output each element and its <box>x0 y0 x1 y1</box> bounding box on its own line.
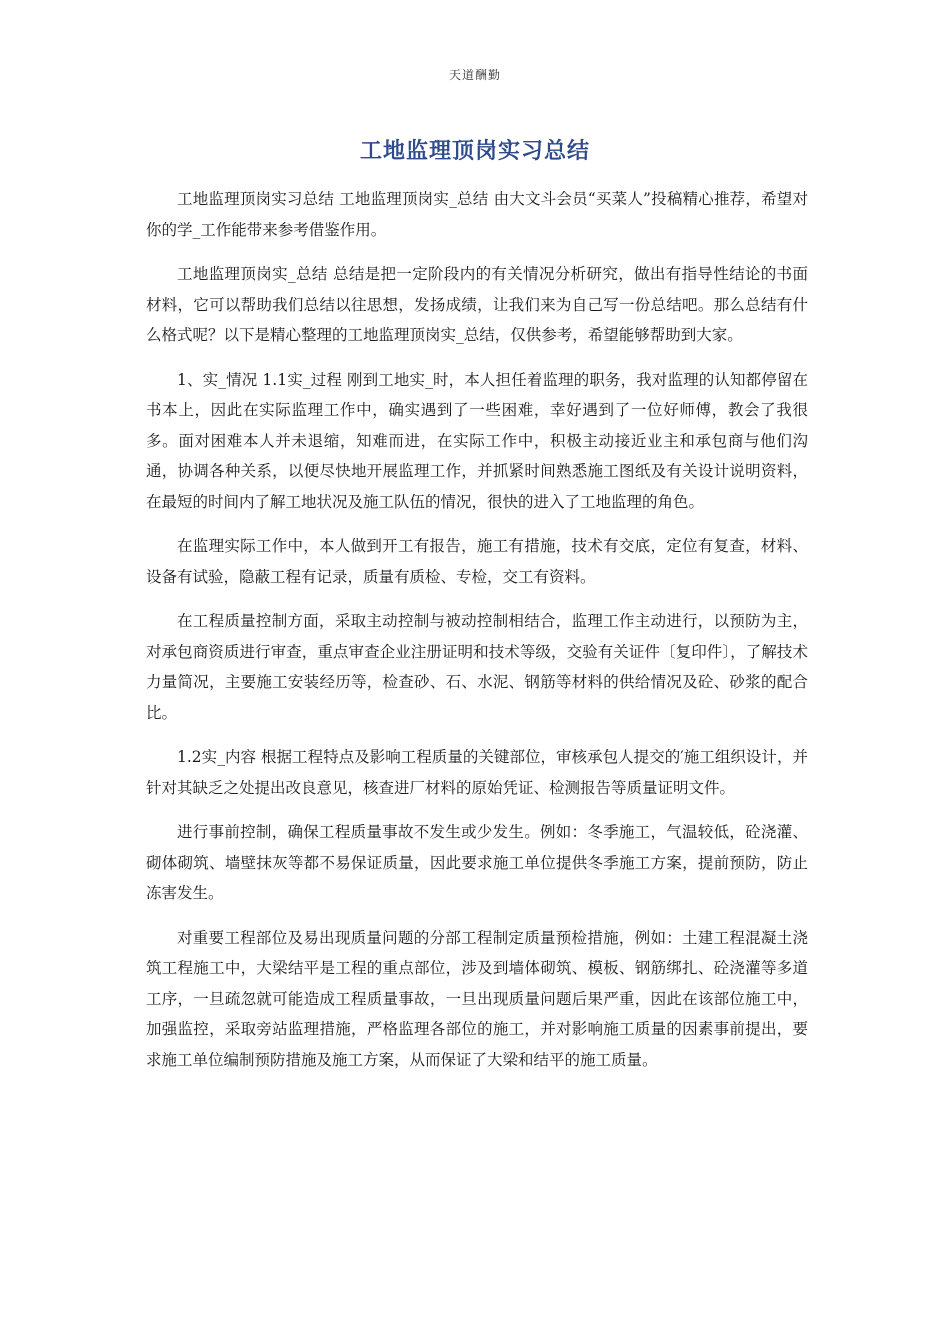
paragraph-supervision-practice: 在监理实际工作中，本人做到开工有报告，施工有措施，技术有交底，定位有复查，材料、设备有试验，隐蔽工程有记录，质量有质检、专检，交工有资料。 <box>146 537 808 586</box>
paragraph-prior-control: 进行事前控制，确保工程质量事故不发生或少发生。例如：冬季施工，气温较低，砼浇灌、砌体砌筑、墙壁抹灰等都不易保证质量，因此要求施工单位提供冬季施工方案，提前预防，防止冻害发生。 <box>146 823 808 902</box>
paragraph-quality-control: 在工程质量控制方面，采取主动控制与被动控制相结合，监理工作主动进行，以预防为主，对承包商资质进行审查，重点审查企业注册证明和技术等级，交验有关证件〔复印件〕，了解技术力量简况，主要施工安装经历等，检查砂、石、水泥、钢筋等材料的供给情况及砼、砂浆的配合比。 <box>146 612 808 722</box>
paragraph-internship-process: 1、实_情况 1.1实_过程 刚到工地实_时，本人担任着监理的职务，我对监理的认知都停留在书本上，因此在实际监理工作中，确实遇到了一些困难，幸好遇到了一位好师傅，教会了我很多。面对困难本人并未退缩，知难而进，在实际工作中，积极主动接近业主和承包商与他们沟通，协调各种关系，以便尽快地开展监理工作，并抓紧时间熟悉施工图纸及有关设计说明资料，在最短的时间内了解工地状况及施工队伍的情况，很快的进入了工地监理的角色。 <box>146 370 808 511</box>
page-header: 天道酬勤 <box>448 68 501 82</box>
document-body <box>146 184 808 1089</box>
paragraph-intro: 工地监理顶岗实习总结 工地监理顶岗实_总结 由大文斗会员“买菜人”投稿精心推荐，希望对你的学_工作能带来参考借鉴作用。 <box>146 190 808 239</box>
paragraph-summary-definition: 工地监理顶岗实_总结 总结是把一定阶段内的有关情况分析研究，做出有指导性结论的书面材料，它可以帮助我们总结以往思想，发扬成绩，让我们来为自己写一份总结吧。那么总结有什么格式呢？以下是精心整理的工地监理顶岗实_总结，仅供参考，希望能够帮助到大家。 <box>146 265 808 344</box>
paragraph-internship-content: 1.2实_内容 根据工程特点及影响工程质量的关键部位，审核承包人提交的′施工组织设计，并针对其缺乏之处提出改良意见，核查进厂材料的原始凭证、检测报告等质量证明文件。 <box>146 748 808 797</box>
paragraph-key-parts: 对重要工程部位及易出现质量问题的分部工程制定质量预检措施，例如：土建工程混凝土浇筑工程施工中，大梁结平是工程的重点部位，涉及到墙体砌筑、模板、钢筋绑扎、砼浇灌等多道工序，一旦疏忽就可能造成工程质量事故，一旦出现质量问题后果严重，因此在该部位施工中，加强监控，采取旁站监理措施，严格监理各部位的施工，并对影响施工质量的因素事前提出，要求施工单位编制预防措施及施工方案，从而保证了大梁和结平的施工质量。 <box>146 928 808 1069</box>
document-title: 工地监理顶岗实习总结 <box>359 139 590 164</box>
